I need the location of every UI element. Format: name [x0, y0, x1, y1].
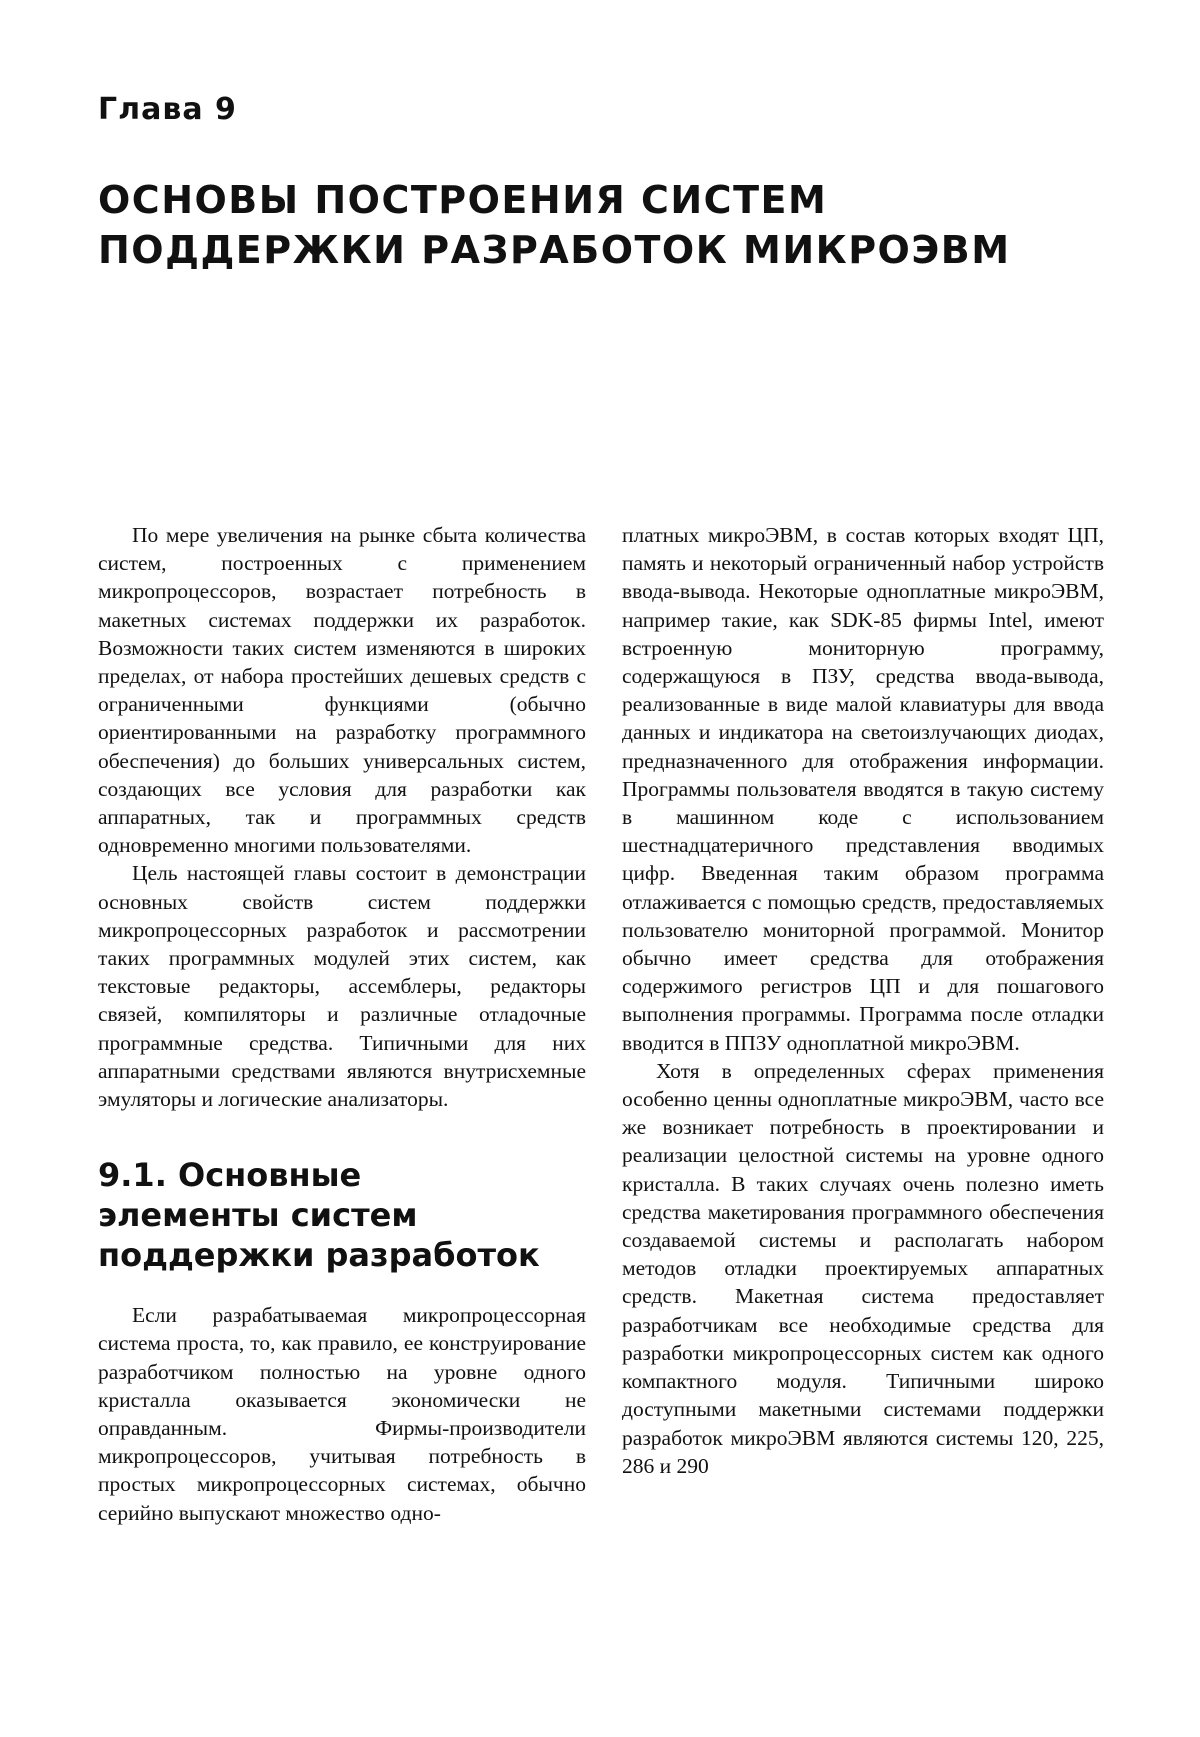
section-heading-line-1: 9.1. Основные [98, 1156, 362, 1195]
chapter-title-line-2: ПОДДЕРЖКИ РАЗРАБОТОК МИКРОЭВМ [98, 228, 1011, 272]
chapter-title-line-1: ОСНОВЫ ПОСТРОЕНИЯ СИСТЕМ [98, 178, 828, 222]
intro-paragraph: По мере увеличения на рынке сбыта количества систем, построенных с применением микропроцессоров, возрастает потребность в макетных системах поддержки их разработок. Возможности таких систем изменяются в широких пределах, от набора простейших дешевых средств с ограниченными функциями (обычно ориентированными на разработку программного обеспечения) до больших универсальных систем, создающих все условия для разработки как аппаратных, так и программных средств одновременно многими пользователями. [98, 523, 586, 858]
section-heading [98, 1155, 586, 1275]
chapter-goal-paragraph: Цель настоящей главы состоит в демонстрации основных свойств систем поддержки микропроцессорных разработок и рассмотрении таких программных модулей этих систем, как текстовые редакторы, ассемблеры, редакторы связей, компиляторы и различные отладочные программные средства. Типичными для них аппаратными средствами являются внутрисхемные эмуляторы и логические анализаторы. [98, 861, 586, 1112]
section-heading-line-3: поддержки разработок [98, 1236, 540, 1275]
continued-paragraph: платных микроЭВМ, в состав которых входят ЦП, память и некоторый ограниченный набор устройств ввода-вывода. Некоторые одноплатные микроЭВМ, например такие, как SDK-85 фирмы Intel, имеют встроенную мониторную программу, содержащуюся в ПЗУ, средства ввода-вывода, реализованные в виде малой клавиатуры для ввода данных и индикатора на светоизлучающих диодах, предназначенного для отображения информации. Программы пользователя вводятся в такую систему в машинном коде с использованием шестнадцатеричного представления вводимых цифр. Введенная таким образом программа отлаживается с помощью средств, предоставляемых пользователю мониторной программой. Монитор обычно имеет средства для отображения содержимого регистров ЦП и для пошагового выполнения программы. Программа после отладки вводится в ППЗУ одноплатной микроЭВМ. [622, 523, 1104, 1055]
left-column [98, 521, 586, 1711]
section-heading-line-2: элементы систем [98, 1196, 418, 1235]
right-column [622, 521, 1104, 1711]
chapter-title [98, 175, 1108, 275]
section-first-paragraph: Если разрабатываемая микропроцессорная система проста, то, как правило, ее конструирование разработчиком полностью на уровне одного кристалла оказывается экономически не оправданным. Фирмы-производители микропроцессоров, учитывая потребность в простых микропроцессорных системах, обычно серийно выпускают множество одно- [98, 1303, 586, 1525]
chapter-label: Глава 9 [98, 92, 237, 127]
development-systems-paragraph: Хотя в определенных сферах применения особенно ценны одноплатные микроЭВМ, часто все же возникает потребность в проектировании и реализации целостной системы на уровне одного кристалла. В таких случаях очень полезно иметь средства макетирования программного обеспечения создаваемой системы и располагать набором методов отладки проектируемых аппаратных средств. Макетная система предоставляет разработчикам все необходимые средства для разработки микропроцессорных систем как одного компактного модуля. Типичными широко доступными макетными системами поддержки разработок микроЭВМ являются системы 120, 225, 286 и 290 [622, 1058, 1104, 1478]
